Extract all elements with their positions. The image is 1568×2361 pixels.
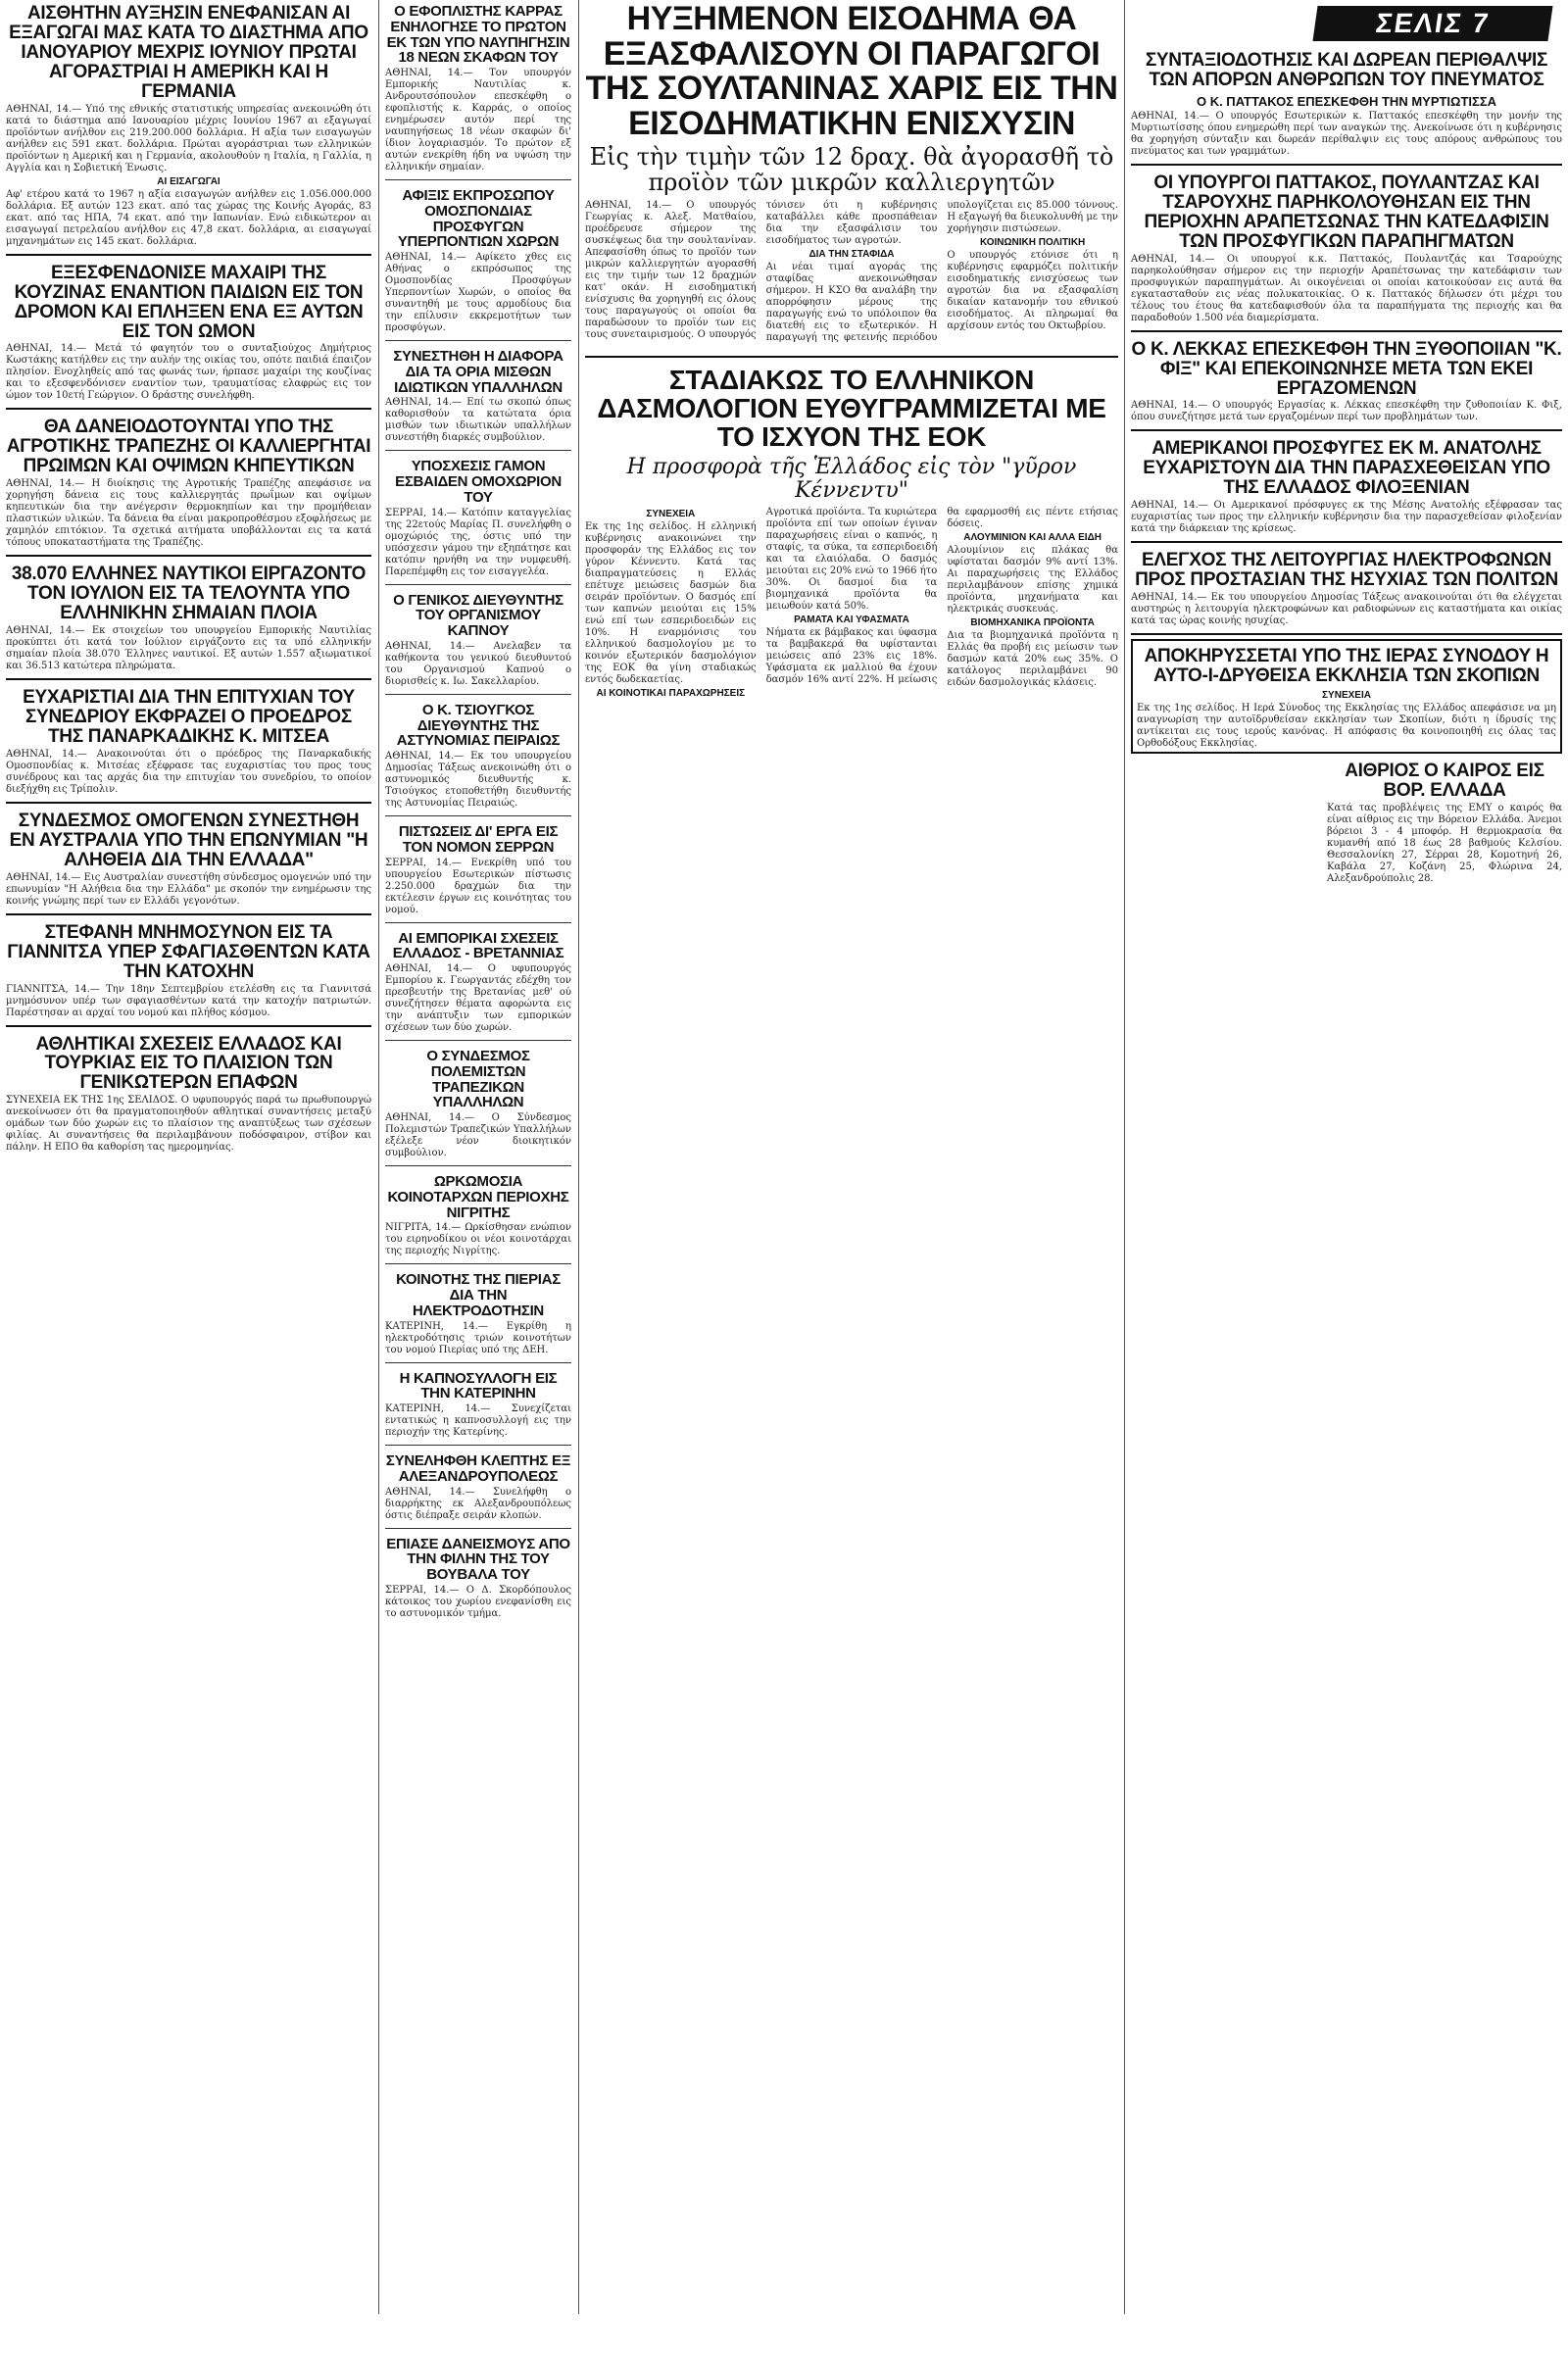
article-body: ΑΘΗΝΑΙ, 14.— Η διοίκησις της Αγροτικής Τραπέζης απεφάσισε να χορηγήση δάνεια εις τους καλλιεργητάς πρωΐμων και οψίμων κηπευτικών δια την ανέγερσιν θερμοκηπίων και την προμήθειαν πλαστικών υλικών. Τα δάνεια θα είναι μακροπροθέσμου εξοφλήσεως με χαμηλόν επιτόκιον. Τα σχετικά αιτήματα υποβάλλονται εις τα κατά τόπους υποκαταστήματα της Τραπέζης.	[6, 478, 371, 549]
subhead: Ο Κ. ΠΑΤΤΑΚΟΣ ΕΠΕΣΚΕΦΘΗ ΤΗΝ ΜΥΡΤΙΩΤΙΣΣΑ	[1196, 93, 1497, 109]
headline: ΣΤΕΦΑΝΗ ΜΝΗΜΟΣΥΝΟΝ ΕΙΣ ΤΑ ΓΙΑΝΝΙΤΣΑ ΥΠΕΡ ΣΦΑΓΙΑΣΘΕΝΤΩΝ ΚΑΤΑ ΤΗΝ ΚΑΤΟΧΗΝ	[7, 921, 370, 982]
headline: ΩΡΚΩΜΟΣΙΑ ΚΟΙΝΟΤΑΡΧΩΝ ΠΕΡΙΟΧΗΣ ΝΙΓΡΙΤΗΣ	[387, 1173, 569, 1221]
headline: ΚΟΙΝΟΤΗΣ ΤΗΣ ΠΙΕΡΙΑΣ ΔΙΑ ΤΗΝ ΗΛΕΚΤΡΟΔΟΤΗΣΙΝ	[396, 1271, 561, 1319]
headline: ΕΞΕΣΦΕΝΔΟΝΙΣΕ ΜΑΧΑΙΡΙ ΤΗΣ ΚΟΥΖΙΝΑΣ ΕΝΑΝΤΙΟΝ ΠΑΙΔΙΩΝ ΕΙΣ ΤΟΝ ΔΡΟΜΟΝ ΚΑΙ ΕΠΛΗΞΕΝ ΕΝΑ ΕΞ ΑΥΤΩΝ ΕΙΣ ΤΟΝ ΩΜΟΝ	[14, 262, 364, 342]
article-australia	[6, 808, 371, 908]
subhead: ΑΙ ΕΙΣΑΓΩΓΑΙ	[157, 175, 220, 187]
headline: Η ΚΑΠΝΟΣΥΛΛΟΓΗ ΕΙΣ ΤΗΝ ΚΑΤΕΡΙΝΗΝ	[399, 1369, 558, 1402]
article-sailors	[6, 561, 371, 672]
headline: ΑΙΣΘΗΤΗΝ ΑΥΞΗΣΙΝ ΕΝΕΦΑΝΙΣΑΝ ΑΙ ΕΞΑΓΩΓΑΙ ΜΑΣ ΚΑΤΑ ΤΟ ΔΙΑΣΤΗΜΑ ΑΠΟ ΙΑΝΟΥΑΡΙΟΥ ΜΕΧΡΙΣ ΙΟΥΝΙΟΥ ΠΡΩΤΑΙ ΑΓΟΡΑΣΤΡΙΑΙ Η ΑΜΕΡΙΚΗ ΚΑΙ Η ΓΕΡΜΑΝΙΑ	[9, 3, 368, 102]
article-body: ΚΑΤΕΡΙΝΗ, 14.— Συνεχίζεται εντατικώς η καπνοσυλλογή εις την περιοχήν της Κατερίνης.	[385, 1403, 571, 1438]
headline: ΑΙ ΕΜΠΟΡΙΚΑΙ ΣΧΕΣΕΙΣ ΕΛΛΑΔΟΣ - ΒΡΕΤΑΝΝΙΑΣ	[392, 929, 564, 962]
article-body: Νήματα εκ βάμβακος και ύφασμα τα βαμβακερά θα υφίστανται μειώσεις από 23% εις 18%. Υφάσματα εκ μαλλιού θα έχουν δασμόν 16% αντί 22%. Η μείωσις θα εφαρμοσθή εις πέντε ετήσιας δόσεις.	[765, 507, 1118, 686]
article-fix	[1131, 336, 1562, 424]
article-body: ΑΘΗΝΑΙ, 14.— Εκ στοιχείων του υπουργείου Εμπορικής Ναυτιλίας προκύπτει ότι κατά τον Ιούλιον ειργάζοντο εις τα υπό ελληνικήν σημαίαν πλοία 38.070 Έλληνες ναυτικοί. Εξ αυτών 1.557 αξιωματικοί και 36.513 κατώτερα πληρώματα.	[6, 625, 371, 672]
subhead: ΔΙΑ ΤΗΝ ΣΤΑΦΙΔΑ	[808, 248, 895, 260]
column-1	[0, 0, 377, 2314]
article-body: ΑΘΗΝΑΙ, 14.— Ο υπουργός Εσωτερικών κ. Παττακός επεσκέφθη την μονήν της Μυρτιωτίσσης όπου ενημερώθη περί των αναγκών της. Ανεκοίνωσε ότι η κυβέρνησις θα χορηγήση σύνταξιν και δωρεάν περίθαλψιν εις τους απόρους ανθρώπους του πνεύματος και των γραμμάτων.	[1131, 110, 1562, 157]
article-body: ΑΘΗΝΑΙ, 14.— Συνελήφθη ο διαρρήκτης εκ Αλεξανδρουπόλεως όστις διέπραξε σειράν κλοπών.	[385, 1486, 571, 1521]
column-5	[1125, 0, 1568, 2361]
headline: ΣΥΝΔΕΣΜΟΣ ΟΜΟΓΕΝΩΝ ΣΥΝΕΣΤΗΘΗ ΕΝ ΑΥΣΤΡΑΛΙΑ ΥΠΟ ΤΗΝ ΕΠΩΝΥΜΙΑΝ "Η ΑΛΗΘΕΙΑ ΔΙΑ ΤΗΝ ΕΛΛΑΔΑ"	[9, 810, 368, 870]
deck: Η προσφορὰ τῆς Ἑλλάδος εἰς τὸν "γῦρον Κέννεντυ"	[626, 454, 1077, 503]
article-refugees	[1131, 435, 1562, 535]
article-body: ΝΙΓΡΙΤΑ, 14.— Ωρκίσθησαν ενώπιον του ειρηνοδίκου οι νέοι κοινοτάρχαι της περιοχής Νιγρίτης.	[385, 1222, 571, 1257]
center-columns	[579, 0, 1124, 2314]
subhead: ΒΙΟΜΗΧΑΝΙΚΑ ΠΡΟΪΟΝΤΑ	[970, 617, 1095, 629]
article-body: ΣΕΡΡΑΙ, 14.— Ο Δ. Σκορδόπουλος κάτοικος του χωρίου ενεφανίσθη εις το αστυνομικόν τμήμα.	[385, 1584, 571, 1619]
article-body: ΓΙΑΝΝΙΤΣΑ, 14.— Την 18ην Σεπτεμβρίου ετελέσθη εις τα Γιαννιτσά μνημόσυνον υπέρ των σφαγιασθέντων κατά την κατοχήν πατριωτών. Παρέστησαν αι αρχαί του νομού και πλήθος κόσμου.	[6, 983, 371, 1018]
article-body: ΑΘΗΝΑΙ, 14.— Ο Σύνδεσμος Πολεμιστών Τραπεζικών Υπαλλήλων εξέλεξε νέον διοικητικόν συμβούλιον.	[385, 1112, 571, 1158]
article-body: ΑΘΗΝΑΙ, 14.— Ο υφυπουργός Εμπορίου κ. Γεωργαντάς εδέχθη τον πρεσβευτήν της Βρετανίας μεθ' ού συνεζήτησεν θέματα αφορώντα εις την ανάπτυξιν των εμπορικών σχέσεων των δύο χωρών.	[385, 963, 571, 1033]
headline: 38.070 ΕΛΛΗΝΕΣ ΝΑΥΤΙΚΟΙ ΕΙΡΓΑΖΟΝΤΟ ΤΟΝ ΙΟΥΛΙΟΝ ΕΙΣ ΤΑ ΤΕΛΟΥΝΤΑ ΥΠΟ ΕΛΛΗΝΙΚΗΝ ΣΗΜΑΙΑΝ ΠΛΟΙΑ	[11, 564, 367, 624]
subhead: ΚΟΙΝΩΝΙΚΗ ΠΟΛΙΤΙΚΗ	[979, 236, 1086, 248]
column-2	[379, 0, 577, 2314]
article-body: Αγροτικά προϊόντα. Τα κυριώτερα προϊόντα επί των οποίων έγιναν παραχωρήσεις είναι ο καπνός, η σταφίς, τα σύκα, τα εσπεριδοειδή και τα ελαιόλαδα. Ο δασμός μειούται εις 20% ενώ το 1966 ήτο 30%. Οι δασμοί δια τα βιομηχανικά προϊόντα θα μειωθούν κατά 50%.	[765, 507, 938, 613]
headline: ΕΠΙΑΣΕ ΔΑΝΕΙΣΜΟΥΣ ΑΠΟ ΤΗΝ ΦΙΛΗΝ ΤΗΣ ΤΟΥ ΒΟΥΒΑΛΑ ΤΟΥ	[386, 1535, 570, 1583]
article-body: ΑΘΗΝΑΙ, 14.— Επί τω σκοπώ όπως καθορισθούν τα κατώτατα όρια μισθών των ιδιωτικών υπαλλήλων συνεστήθη διαρκές συμβούλιον.	[385, 397, 571, 444]
article-body: ΣΕΡΡΑΙ, 14.— Ενεκρίθη υπό του υπουργείου Εσωτερικών πίστωσις 2.250.000 δραχμών δια την εκτέλεσιν έργων εις κοινότητας του νομού.	[385, 857, 571, 915]
lead-headline: ΗΥΞΗΜΕΝΟΝ ΕΙΣΟΔΗΜΑ ΘΑ ΕΞΑΣΦΑΛΙΣΟΥΝ ΟΙ ΠΑΡΑΓΩΓΟΙ ΤΗΣ ΣΟΥΛΤΑΝΙΝΑΣ ΧΑΡΙΣ ΕΙΣ ΤΗΝ ΕΙΣΟΔΗΜΑΤΙΚΗΝ ΕΝΙΣΧΥΣΙΝ	[585, 0, 1118, 143]
article-body: ΚΑΤΕΡΙΝΗ, 14.— Εγκρίθη η ηλεκτροδότησις τριών κοινοτήτων του νομού Πιερίας υπό της ΔΕΗ.	[385, 1320, 571, 1355]
article-body: ΑΘΗΝΑΙ, 14.— Τον υπουργόν Εμπορικής Ναυτιλίας κ. Ανδρουτσόπουλον επεσκέφθη ο εφοπλιστής κ. Καρράς, ο οποίος ενημέρωσεν αυτόν περί της ναυπηγήσεως 18 νέων σκαφών δι' ίδιον λογαριασμόν. Το πρώτον εξ αυτών ενεκρίθη ήδη να υψώση την ελληνικήν σημαίαν.	[385, 68, 571, 172]
article-body: ΑΘΗΝΑΙ, 14.— Υπό της εθνικής στατιστικής υπηρεσίας ανεκοινώθη ότι κατά το διάστημα από Ιανουαρίου μέχρις Ιουνίου 1967 αι εξαγωγαί προϊόντων ανήλθον εις 219.200.000 δολλάρια. Η αξία των εισαγωγών ανήλθεν εις 591 εκατ. δολλάρια. Πρώται αγοράστριαι των ελληνικών προϊόντων η Αμερική και η Γερμανία, ακολουθούν η Ιταλία, η Γαλλία, η Αγγλία και η Σοβιετική Ένωσις.	[6, 103, 371, 173]
page-logo: ΣΕΛΙΣ 7	[1312, 6, 1552, 41]
article-body: ΑΘΗΝΑΙ, 14.— Μετά τό φαγητόν του ο συνταξιούχος Δημήτριος Κωστάκης κατήλθεν εις την αυλήν της οικίας του, οπότε παιδιά έπαιζον πλησίον. Ενοχληθείς από τας φωνάς των, ήρπασε μαχαίρι της κουζίνας και το εξεσφενδόνισεν εναντίον των, τραυματίσας ελαφρώς εις τον ώμον τον 10ετή Γεώργιον. Ο δράστης συνελήφθη.	[6, 343, 371, 402]
subhead: ΑΛΟΥΜΙΝΙΟΝ ΚΑΙ ΑΛΛΑ ΕΙΔΗ	[963, 532, 1102, 544]
article-knife	[6, 260, 371, 403]
article-noise	[1131, 547, 1562, 627]
article-body: Ο υπουργός ετόνισε ότι η κυβέρνησις εφαρμόζει πολιτικήν εισοδηματικής ενισχύσεως των αγροτών δια να εξασφαλίση δικαίαν κατανομήν του εθνικού εισοδήματος. Αι πληρωμαί θα αρχίσουν εντός του Οκτωβρίου.	[947, 249, 1118, 331]
headline: ΕΛΕΓΧΟΣ ΤΗΣ ΛΕΙΤΟΥΡΓΙΑΣ ΗΛΕΚΤΡΟΦΩΝΩΝ ΠΡΟΣ ΠΡΟΣΤΑΣΙΑΝ ΤΗΣ ΗΣΥΧΙΑΣ ΤΩΝ ΠΟΛΙΤΩΝ	[1135, 550, 1558, 591]
article-bank	[6, 414, 371, 549]
subhead: ΣΥΝΕΧΕΙΑ	[646, 509, 696, 520]
article-body: ΑΘΗΝΑΙ, 14.— Ανελαβεν τα καθήκοντα του γενικού διευθυντού του Οργανισμού Καπνού ο διορισθείς κ. Ιω. Σακελλαρίου.	[385, 640, 571, 687]
subhead: ΣΥΝΕΧΕΙΑ	[1322, 690, 1371, 701]
article-body: Εκ της 1ης σελίδος. Η ελληνική κυβέρνησις ανακοινώνει την προσφοράν της Ελλάδος εις τον γύρον Κέννεντυ. Κατά τας διαπραγματεύσεις η Ελλάς επέτυχε μειώσεις δασμών δια σειράν προϊόντων. Ο δασμός επί των καπνών μειούται εις 15% ενώ επί των εσπεριδοειδών εις 10%. Η εναρμόνισις του ελληνικού δασμολογίου με το κοινόν εξωτερικόν δασμολόγιον της ΕΟΚ θα γίνη σταδιακώς εντός δωδεκαετίας.	[585, 521, 757, 686]
headline: Ο ΕΦΟΠΛΙΣΤΗΣ ΚΑΡΡΑΣ ΕΝΗΛΟΓΗΣΕ ΤΟ ΠΡΩΤΟΝ ΕΚ ΤΩΝ ΥΠΟ ΝΑΥΠΗΓΗΣΙΝ 18 ΝΕΩΝ ΣΚΑΦΩΝ ΤΟΥ	[386, 3, 570, 67]
article-body: ΑΘΗΝΑΙ, 14.— Εκ του υπουργείου Δημοσίας Τάξεως ανακοινούται ότι θα ελέγχεται αυστηρώς η λειτουργία ηλεκτροφώνων και ραδιοφώνων εις καταστήματα και οικίας κατά τας ώρας κοινής ησυχίας.	[1131, 592, 1562, 627]
article-body: Δια τα βιομηχανικά προϊόντα η Ελλάς θα προβή εις μείωσιν των δασμών κατά 20% εως 35%. Ο κατάλογος περιλαμβάνει 90 ειδών δασμολογικάς κλάσεις.	[947, 630, 1118, 689]
headline: ΥΠΟΣΧΕΣΙΣ ΓΑΜΟΝ ΕΣΒΑΙΔΕΝ ΟΜΟΧΩΡΙΟΝ ΤΟΥ	[395, 458, 562, 506]
headline: ΣΥΝΕΛΗΦΘΗ ΚΛΕΠΤΗΣ ΕΞ ΑΛΕΞΑΝΔΡΟΥΠΟΛΕΩΣ	[385, 1452, 571, 1485]
article-memorial	[6, 919, 371, 1019]
article-body: Εκ της 1ης σελίδος. Η Ιερά Σύνοδος της Εκκλησίας της Ελλάδος απεφάσισε να μη αναγνωρίση την αυτοϊδρυθείσαν εκκλησίαν των Σκοπίων, διότι η ίδρυσίς της αντίκειται εις τους ιερούς κανόνας. Η απόφασις θα κοινοποιηθή εις όλας τας Ορθοδόξους Εκκλησίας.	[1137, 703, 1556, 749]
article-body: ΑΘΗΝΑΙ, 14.— Ανακοινούται ότι ο πρόεδρος της Παναρκαδικής Ομοσπονδίας κ. Μιτσέας εξέφρασε τας ευχαριστίας του προς τους συνέδρους και τας αρχάς δια την επιτυχίαν του συνεδρίου, το οποίον διεξήχθη εις Τρίπολιν.	[6, 748, 371, 795]
headline: Ο Κ. ΛΕΚΚΑΣ ΕΠΕΣΚΕΦΘΗ ΤΗΝ ΞΥΘΟΠΟΙΙΑΝ "Κ. ΦΙΞ" ΚΑΙ ΕΠΕΚΟΙΝΩΝΗΣΕ ΜΕΤΑ ΤΩΝ ΕΚΕΙ ΕΡΓΑΖΟΜΕΝΩΝ	[1131, 338, 1562, 399]
headline: ΣΥΝΕΣΤΗΘΗ Η ΔΙΑΦΟΡΑ ΔΙΑ ΤΑ ΟΡΙΑ ΜΙΣΘΩΝ ΙΔΙΩΤΙΚΩΝ ΥΠΑΛΛΗΛΩΝ	[393, 348, 564, 396]
article-body: ΑΘΗΝΑΙ, 14.— Εις Αυστραλίαν συνεστήθη σύνδεσμος ομογενών υπό την επωνυμίαν "Η Αλήθεια δια την Ελλάδα" με σκοπόν την ενημέρωσιν της κοινής γνώμης περί των εν Ελλάδι γεγονότων.	[6, 871, 371, 907]
headline: ΑΜΕΡΙΚΑΝΟΙ ΠΡΟΣΦΥΓΕΣ ΕΚ Μ. ΑΝΑΤΟΛΗΣ ΕΥΧΑΡΙΣΤΟΥΝ ΔΙΑ ΤΗΝ ΠΑΡΑΣΧΕΘΕΙΣΑΝ ΥΠΟ ΤΗΣ ΕΛΛΑΔΟΣ ΦΙΛΟΞΕΝΙΑΝ	[1143, 438, 1550, 499]
subhead: ΡΑΜΑΤΑ ΚΑΙ ΥΦΑΣΜΑΤΑ	[794, 615, 909, 626]
article-body: Αι νέαι τιμαί αγοράς της σταφίδας ανεκοινώθησαν σήμερον. Η ΚΣΟ θα αναλάβη την απορρόφησιν μέρους της παραγωγής ενώ το υπόλοιπον θα διατεθή εις το εξωτερικόν. Η παραγωγή της φετεινής περιόδου υπολογίζεται εις 85.000 τόννους. Η εξαγωγή θα διευκολυνθή με την χορήγησιν πιστώσεων.	[765, 199, 1118, 343]
article-tariffs	[585, 362, 1118, 702]
article-exports	[6, 0, 371, 248]
headline: Ο Κ. ΤΣΙΟΥΓΚΟΣ ΔΙΕΥΘΥΝΤΗΣ ΤΗΣ ΑΣΤΥΝΟΜΙΑΣ ΠΕΙΡΑΙΩΣ	[396, 701, 561, 750]
subhead: ΑΙ ΚΟΙΝΟΤΙΚΑΙ ΠΑΡΑΧΩΡΗΣΕΙΣ	[596, 688, 746, 700]
headline: ΑΙΘΡΙΟΣ Ο ΚΑΙΡΟΣ ΕΙΣ ΒΟΡ. ΕΛΛΑΔΑ	[1345, 761, 1544, 801]
headline: Ο ΓΕΝΙΚΟΣ ΔΙΕΥΘΥΝΤΗΣ ΤΟΥ ΟΡΓΑΝΙΣΜΟΥ ΚΑΠΝΟΥ	[393, 591, 564, 639]
article-arapetsona	[1131, 170, 1562, 324]
article-body: ΑΘΗΝΑΙ, 14.— Εκ του υπουργείου Δημοσίας Τάξεως ανεκοινώθη ότι ο αστυνομικός διευθυντής κ. Τσιούγκος ετοποθετήθη διευθυντής της Αστυνομίας Πειραιώς.	[385, 751, 571, 809]
article-body: ΑΘΗΝΑΙ, 14.— Ο υπουργός Εργασίας κ. Λέκκας επεσκέφθη την ζυθοποιίαν Κ. Φιξ, όπου συνεζήτησε μετά των εργαζομένων περί των προβλημάτων των.	[1131, 400, 1562, 423]
article-body: Κατά τας προβλέψεις της ΕΜΥ ο καιρός θα είναι αίθριος εις την Βόρειον Ελλάδα. Άνεμοι βόρειοι 3 - 4 μποφόρ. Η θερμοκρασία θα κυμανθή από 18 έως 28 βαθμούς Κελσίου. Θεσσαλονίκη 27, Σέρραι 28, Κομοτηνή 26, Καβάλα 27, Κοζάνη 25, Φλώρινα 24, Αλεξανδρούπολις 28.	[1327, 802, 1562, 884]
headline: ΑΘΛΗΤΙΚΑΙ ΣΧΕΣΕΙΣ ΕΛΛΑΔΟΣ ΚΑΙ ΤΟΥΡΚΙΑΣ ΕΙΣ ΤΟ ΠΛΑΙΣΙΟΝ ΤΩΝ ΓΕΝΙΚΩΤΕΡΩΝ ΕΠΑΦΩΝ	[35, 1033, 342, 1094]
headline: ΣΥΝΤΑΞΙΟΔΟΤΗΣΙΣ ΚΑΙ ΔΩΡΕΑΝ ΠΕΡΙΘΑΛΨΙΣ ΤΩΝ ΑΠΟΡΩΝ ΑΝΘΡΩΠΩΝ ΤΟΥ ΠΝΕΥΜΑΤΟΣ	[1145, 50, 1548, 90]
article-synod	[1131, 639, 1562, 754]
article-body: Αλουμίνιον εις πλάκας θα υφίσταται δασμόν 9% αντί 13%. Αι παραχωρήσεις της Ελλάδος περιλαμβάνουν επίσης χημικά προϊόντα, μηχανήματα και ηλεκτρικάς συσκευάς.	[947, 545, 1118, 615]
headline: ΟΙ ΥΠΟΥΡΓΟΙ ΠΑΤΤΑΚΟΣ, ΠΟΥΛΑΝΤΖΑΣ ΚΑΙ ΤΣΑΡΟΥΧΗΣ ΠΑΡΗΚΟΛΟΥΘΗΣΑΝ ΕΙΣ ΤΗΝ ΠΕΡΙΟΧΗΝ ΑΡΑΠΕΤΣΩΝΑΣ ΤΗΝ ΚΑΤΕΔΑΦΙΣΙΝ ΤΩΝ ΠΡΟΣΦΥΓΙΚΩΝ ΠΑΡΑΠΗΓΜΑΤΩΝ	[1144, 172, 1549, 252]
article-pensions	[1131, 47, 1562, 158]
headline: Ο ΣΥΝΔΕΣΜΟΣ ΠΟΛΕΜΙΣΤΩΝ ΤΡΑΠΕΖΙΚΩΝ ΥΠΑΛΛΗΛΩΝ	[426, 1048, 530, 1111]
article-body: ΣΥΝΕΧΕΙΑ ΕΚ ΤΗΣ 1ης ΣΕΛΙΔΟΣ. Ο υφυπουργός παρά τω πρωθυπουργώ ανεκοίνωσεν ότι θα πραγματοποιηθούν αθλητικαί συναντήσεις μεταξύ ομάδων των δύο χωρών εις το πλαίσιον της αναπτύξεως των σχέσεων φιλίας. Αι συναντήσεις θα περιλαμβάνουν ποδόσφαιρον, στίβον και πάλην. Η ΕΠΟ θα καθορίση τας ημερομηνίας.	[6, 1095, 371, 1154]
deck: Εἰς τὴν τιμὴν τῶν 12 δραχ. θὰ ἀγορασθῆ τὸ προϊὸν τῶν μικρῶν καλλιεργητῶν	[589, 142, 1114, 197]
headline: ΑΠΟΚΗΡΥΣΣΕΤΑΙ ΥΠΟ ΤΗΣ ΙΕΡΑΣ ΣΥΝΟΔΟΥ Η ΑΥΤΟ-Ι-ΔΡΥΘΕΙΣΑ ΕΚΚΛΗΣΙΑ ΤΩΝ ΣΚΟΠΙΩΝ	[1144, 646, 1549, 687]
headline: ΑΦΙΞΙΣ ΕΚΠΡΟΣΩΠΟΥ ΟΜΟΣΠΟΝΔΙΑΣ ΠΡΟΣΦΥΓΩΝ ΥΠΕΡΠΟΝΤΙΩΝ ΧΩΡΩΝ	[397, 187, 560, 251]
article-body: ΑΘΗΝΑΙ, 14.— Αφίκετο χθες εις Αθήνας ο εκπρόσωπος της Ομοσπονδίας Προσφύγων Υπερποντίων Χωρών, ο οποίος θα συναντηθή με τους αρμοδίους δια την επίλυσιν εκκρεμοτήτων των προσφύγων.	[385, 252, 571, 333]
article-sultanina	[585, 0, 1118, 344]
article-body: ΑΘΗΝΑΙ, 14.— Οι υπουργοί κ.κ. Παττακός, Πουλαντζάς και Τσαρούχης παρηκολούθησαν σήμερον εις την περιοχήν Αραπέτσωνας την κατεδάφισιν των προσφυγικών παραπηγμάτων. Αι οικογένειαι οι οποίαι κατοικούσαν εις αυτά θα εγκατασταθούν εις νέας πολυκατοικίας. Ο κ. Παττακός δήλωσεν ότι μέχρι του τέλους του έτους θα κατεδαφισθούν όλα τα παραπήγματα της περιοχής και θα παραδοθούν 1.500 νέα διαμερίσματα.	[1131, 253, 1562, 323]
lead-headline: ΣΤΑΔΙΑΚΩΣ ΤΟ ΕΛΛΗΝΙΚΟΝ ΔΑΣΜΟΛΟΓΙΟΝ ΕΥΘΥΓΡΑΜΜΙΖΕΤΑΙ ΜΕ ΤΟ ΙΣΧΥΟΝ ΤΗΣ ΕΟΚ	[597, 364, 1106, 453]
article-body: ΑΘΗΝΑΙ, 14.— Ο υπουργός Γεωργίας κ. Αλεξ. Ματθαίου, προέδρευσε σήμερον της συσκέψεως δια την σουλτανίναν. Απεφασίσθη όπως το προϊόν των μικρών καλλιεργητών αγορασθή εις την τιμήν των 12 δραχμών κατ' οκάν. Η εισοδηματική ενίσχυσις θα χορηγηθή εις όλους τους παραγωγούς οι οποίοι θα παραδώσουν το προϊόν των εις τους συνεταιρισμούς. Ο υπουργός τόνισεν ότι η κυβέρνησις καταβάλλει κάθε προσπάθειαν δια την εξασφάλισιν του εισοδήματος των αγροτών.	[585, 199, 938, 340]
article-weather	[1327, 758, 1562, 885]
article-body: ΑΘΗΝΑΙ, 14.— Οι Αμερικανοί πρόσφυγες εκ της Μέσης Ανατολής εξέφρασαν τας ευχαριστίας των προς την ελληνικήν κυβέρνησιν δια την παρασχεθείσαν φιλοξενίαν κατά την διάρκειαν της κρίσεως.	[1131, 500, 1562, 535]
article-body: ΣΕΡΡΑΙ, 14.— Κατόπιν καταγγελίας της 22ετούς Μαρίας Π. συνελήφθη ο ομοχώριός της, όστις υπό την υπόσχεσιν γάμου την εξηπάτησε και κατόπιν ηρνήθη να την νυμφευθή. Παρεπέμφθη εις τον εισαγγελέα.	[385, 507, 571, 577]
headline: ΕΥΧΑΡΙΣΤΙΑΙ ΔΙΑ ΤΗΝ ΕΠΙΤΥΧΙΑΝ ΤΟΥ ΣΥΝΕΔΡΙΟΥ ΕΚΦΡΑΖΕΙ Ο ΠΡΟΕΔΡΟΣ ΤΗΣ ΠΑΝΑΡΚΑΔΙΚΗΣ Κ. ΜΙΤΣΕΑ	[23, 687, 355, 747]
article-sports	[6, 1031, 371, 1155]
article-congress	[6, 684, 371, 796]
headline: ΘΑ ΔΑΝΕΙΟΔΟΤΟΥΝΤΑΙ ΥΠΟ ΤΗΣ ΑΓΡΟΤΙΚΗΣ ΤΡΑΠΕΖΗΣ ΟΙ ΚΑΛΛΙΕΡΓΗΤΑΙ ΠΡΩΙΜΩΝ ΚΑΙ ΟΨΙΜΩΝ ΚΗΠΕΥΤΙΚΩΝ	[6, 417, 371, 477]
article-body: Αφ' ετέρου κατά το 1967 η αξία εισαγωγών ανήλθεν εις 1.056.000.000 δολλάρια. Εξ αυτών 123 εκατ. από τας χώρας της Κοινής Αγοράς, 83 εκατ. από τας ΗΠΑ, 74 εκατ. από την Ιαπωνίαν. Ενώ ειδικώτερον αι εισαγωγαί πετρελαίου ανήλθον εις 47,8 εκατ. δολλάρια, αι εισαγωγαί μηχανημάτων εις 145 εκατ. δολλάρια.	[6, 188, 371, 247]
headline: ΠΙΣΤΩΣΕΙΣ ΔΙ' ΕΡΓΑ ΕΙΣ ΤΟΝ ΝΟΜΟΝ ΣΕΡΡΩΝ	[398, 823, 559, 856]
